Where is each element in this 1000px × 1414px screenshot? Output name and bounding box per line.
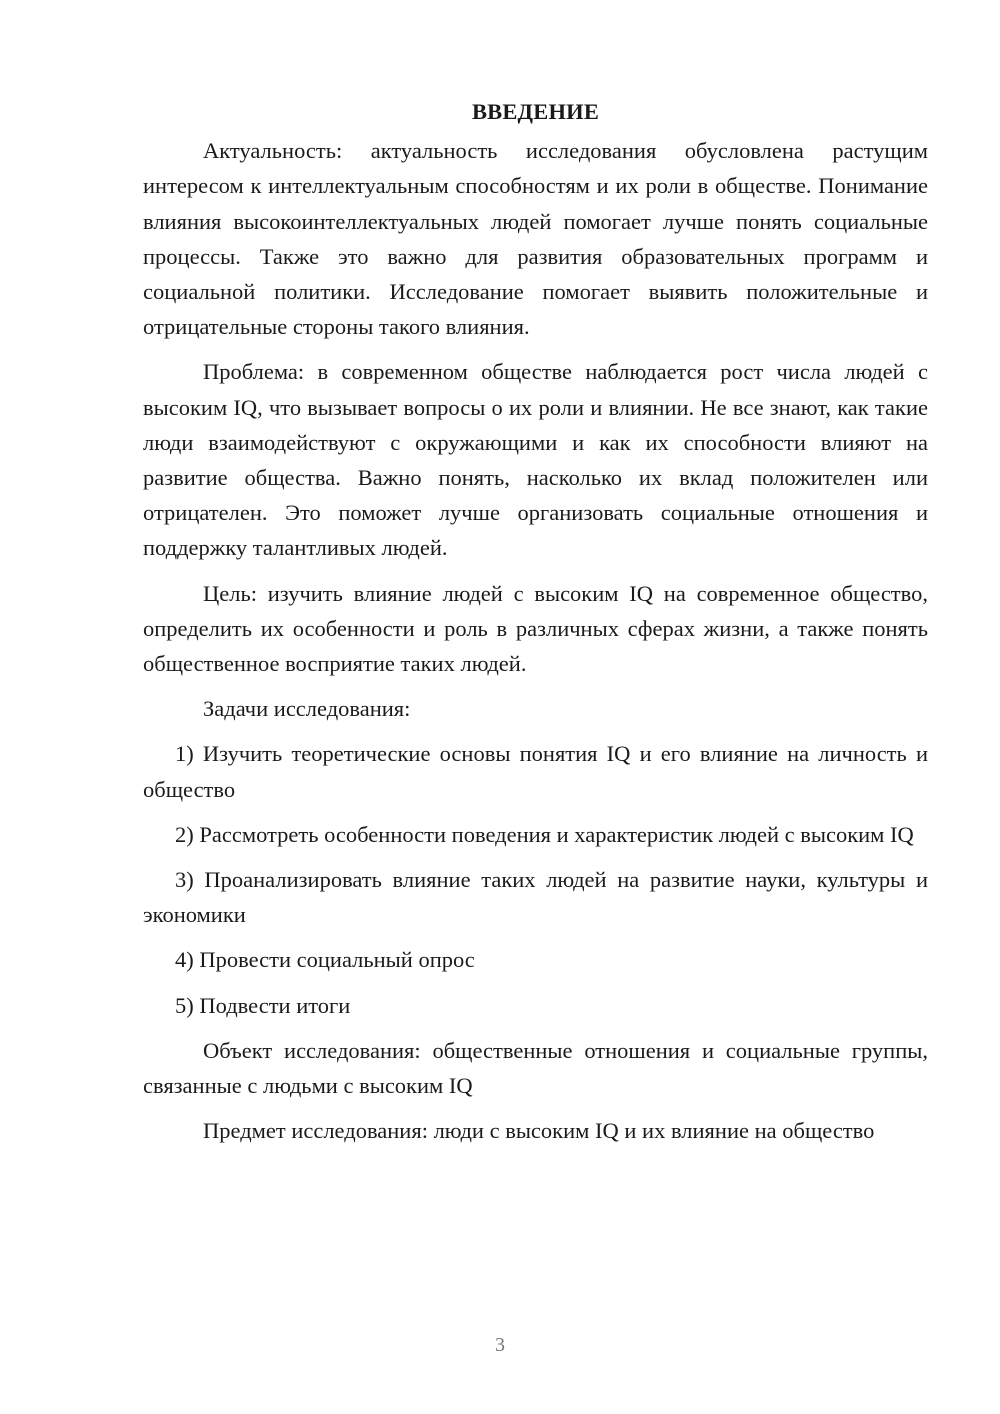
relevance-paragraph: Актуальность: актуальность исследования обусловлена растущим интересом к интеллектуальным способностям и их роли в обществе. Понимание влияния высокоинтеллектуальных людей помогает лучше понять социальные процессы. Также это важно для развития образовательных программ и социальной политики. Исследование помогает выявить положительные и отрицательные стороны такого влияния.: [143, 138, 928, 340]
task-item-1: 1) Изучить теоретические основы понятия IQ и его влияние на личность и общество: [143, 741, 928, 802]
subject-paragraph: Предмет исследования: люди с высоким IQ и их влияние на общество: [203, 1118, 875, 1144]
object-paragraph: Объект исследования: общественные отношения и социальные группы, связанные с людьми с высоким IQ: [143, 1037, 928, 1099]
page-content: [143, 94, 928, 1158]
task-item-5: 5) Подвести итоги: [175, 992, 351, 1018]
tasks-heading: Задачи исследования:: [203, 696, 411, 722]
problem-paragraph: Проблема: в современном обществе наблюдается рост числа людей с высоким IQ, что вызывает вопросы о их роли и влиянии. Не все знают, как такие люди взаимодействуют с окружающими и как их способности влияют на развитие общества. Важно понять, насколько их вклад положителен или отрицателен. Это поможет лучше организовать социальные отношения и поддержку талантливых людей.: [143, 359, 928, 561]
page-number: 3: [495, 1334, 505, 1356]
goal-paragraph: Цель: изучить влияние людей с высоким IQ на современное общество, определить их особенности и роль в различных сферах жизни, а также понять общественное восприятие таких людей.: [143, 580, 928, 677]
section-heading: ВВЕДЕНИЕ: [471, 99, 600, 124]
task-item-4: 4) Провести социальный опрос: [175, 947, 475, 973]
task-item-2: 2) Рассмотреть особенности поведения и характеристик людей с высоким IQ: [175, 821, 914, 847]
task-item-3: 3) Проанализировать влияние таких людей на развитие науки, культуры и экономики: [143, 867, 928, 928]
